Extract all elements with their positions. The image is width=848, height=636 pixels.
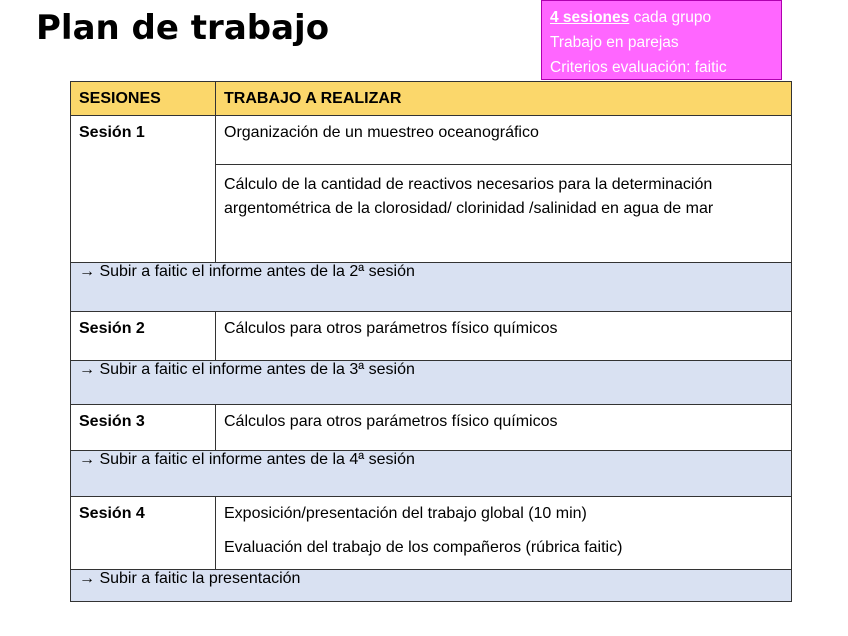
table-row bbox=[71, 497, 792, 535]
session-2-task: Cálculos para otros parámetros físico químicos bbox=[216, 312, 792, 361]
info-line-criteria: Criterios evaluación: faitic bbox=[550, 59, 727, 76]
session-3-task: Cálculos para otros parámetros físico químicos bbox=[216, 405, 792, 451]
table-row bbox=[71, 405, 792, 451]
header-sessions: SESIONES bbox=[71, 82, 216, 116]
table-row bbox=[71, 451, 792, 497]
sessions-count: 4 sesiones bbox=[550, 9, 630, 26]
session-4-task-1: Exposición/presentación del trabajo global (10 min) bbox=[216, 497, 792, 535]
session-1-task-2: Cálculo de la cantidad de reactivos necesarios para la determinación argentométrica de la clorosidad/ clorinidad /salinidad en agua de mar bbox=[216, 165, 792, 263]
table-row bbox=[71, 570, 792, 602]
table-row bbox=[71, 361, 792, 405]
session-4-label: Sesión 4 bbox=[71, 497, 216, 570]
session-2-label: Sesión 2 bbox=[71, 312, 216, 361]
page-title: Plan de trabajo bbox=[36, 8, 330, 48]
upload-note-2: → Subir a faitic el informe antes de la 3ª sesión bbox=[71, 361, 792, 405]
upload-note-4: → Subir a faitic la presentación bbox=[71, 570, 792, 602]
upload-note-1: → Subir a faitic el informe antes de la 2ª sesión bbox=[71, 263, 792, 312]
session-1-task-1: Organización de un muestreo oceanográfico bbox=[216, 116, 792, 165]
info-box bbox=[541, 0, 782, 80]
info-line-pairs: Trabajo en parejas bbox=[550, 34, 679, 51]
session-1-label: Sesión 1 bbox=[71, 116, 216, 263]
table-row bbox=[71, 116, 792, 165]
table-row bbox=[71, 312, 792, 361]
work-plan-table bbox=[70, 81, 792, 602]
table-header-row bbox=[71, 82, 792, 116]
sessions-rest: cada grupo bbox=[629, 9, 712, 26]
header-work: TRABAJO A REALIZAR bbox=[216, 82, 792, 116]
info-line-sessions bbox=[550, 5, 773, 30]
table-row bbox=[71, 263, 792, 312]
session-4-task-2: Evaluación del trabajo de los compañeros (rúbrica faitic) bbox=[216, 535, 792, 570]
session-3-label: Sesión 3 bbox=[71, 405, 216, 451]
upload-note-3: → Subir a faitic el informe antes de la 4ª sesión bbox=[71, 451, 792, 497]
